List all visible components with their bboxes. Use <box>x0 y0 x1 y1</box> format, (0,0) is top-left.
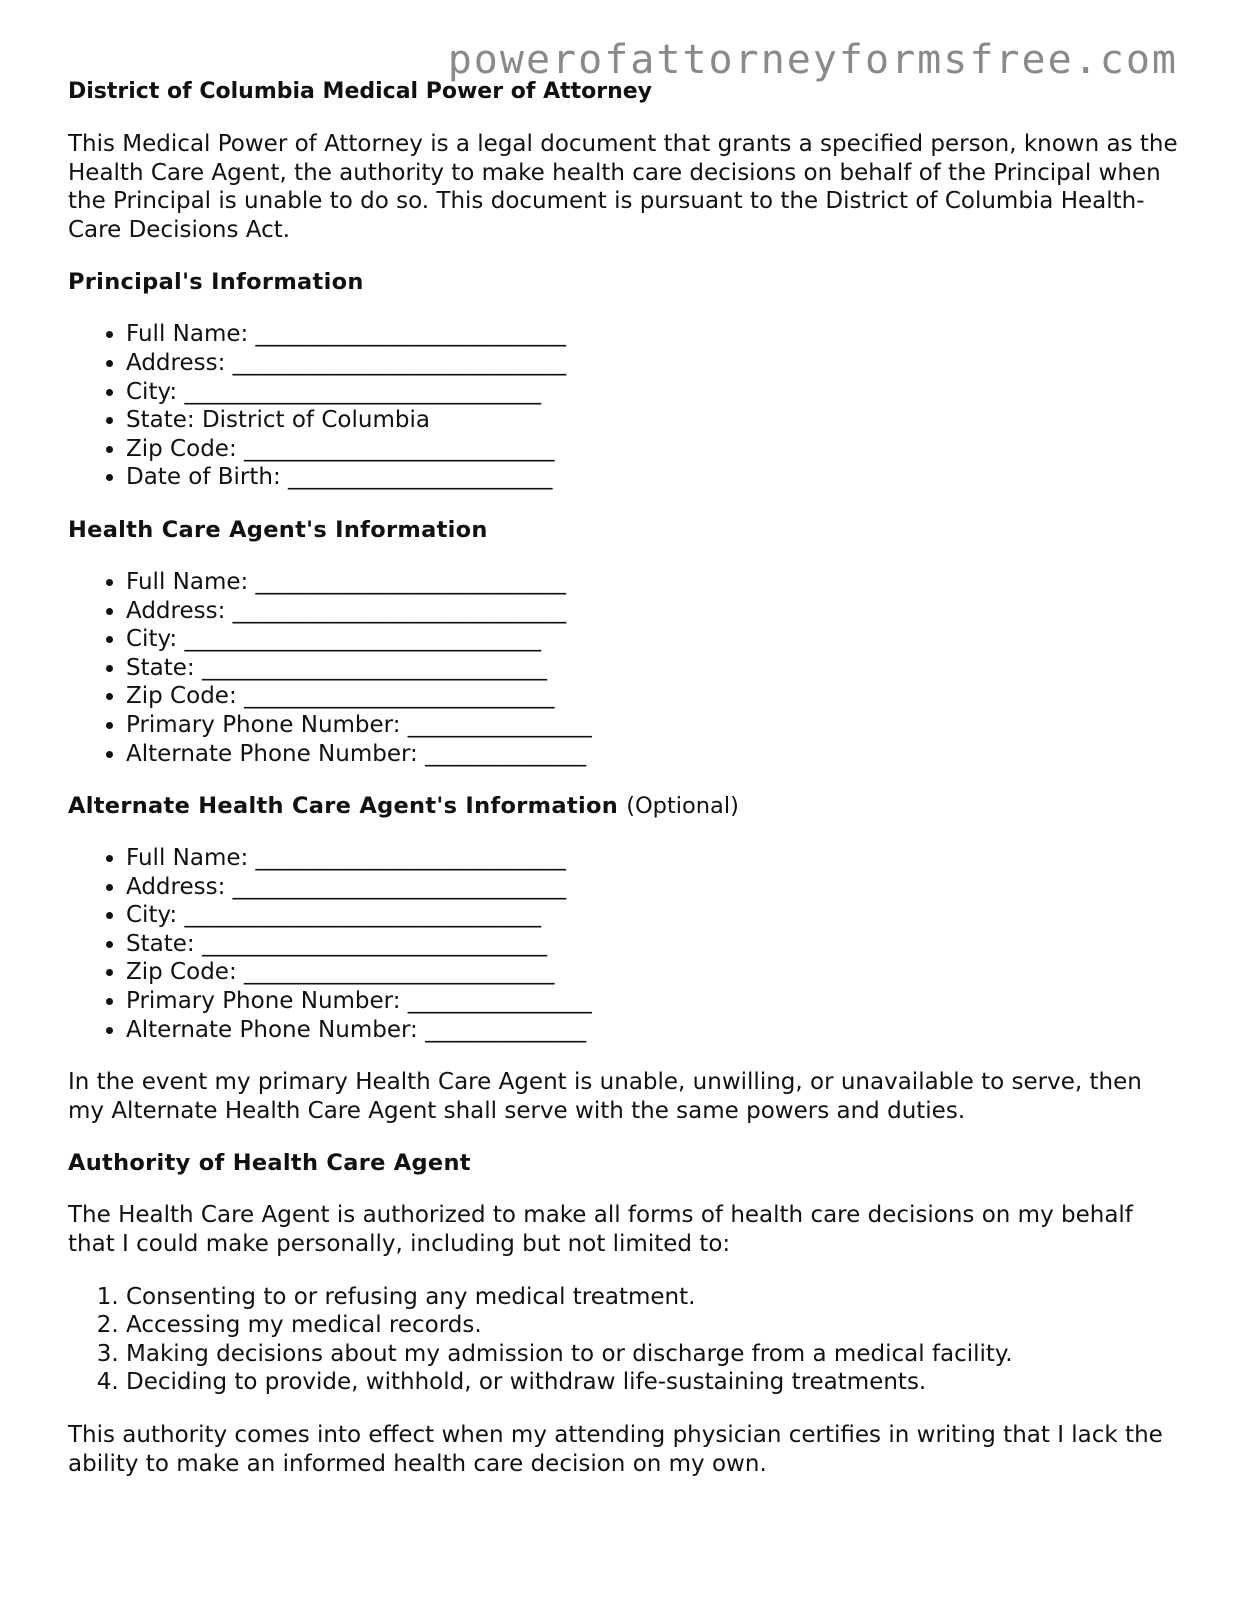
agent-address-field: • Address: _____________________________ <box>126 597 1178 626</box>
principal-city-field: • City: _______________________________ <box>126 378 1178 407</box>
authority-heading: Authority of Health Care Agent <box>68 1150 471 1177</box>
intro-paragraph: This Medical Power of Attorney is a legal document that grants a specified person, known as the Health Care Agent, the authority to make health care decisions on behalf of the Principal when the Principal is unable to do so. This document is pursuant to the District of Columbia Health-Care Decisions Act. <box>68 131 1178 243</box>
agent-alternate-phone-field: • Alternate Phone Number: ______________ <box>126 740 1178 769</box>
agent-heading: Health Care Agent's Information <box>68 516 488 543</box>
principal-address-field: • Address: _____________________________ <box>126 349 1178 378</box>
principal-state-field: • State: District of Columbia <box>126 406 1178 435</box>
principal-full-name-field: • Full Name: ___________________________ <box>126 320 1178 349</box>
site-watermark: powerofattorneyformsfree.com <box>447 37 1178 83</box>
principal-heading: Principal's Information <box>68 269 364 296</box>
agent-zip-field: • Zip Code: ___________________________ <box>126 682 1178 711</box>
authority-item: 4. Deciding to provide, withhold, or withdraw life-sustaining treatments. <box>126 1368 1178 1397</box>
alt-agent-state-field: • State: ______________________________ <box>126 930 1178 959</box>
authority-list <box>68 1283 1178 1397</box>
authority-item: 2. Accessing my medical records. <box>126 1311 1178 1340</box>
authority-effect-paragraph: This authority comes into effect when my attending physician certifies in writing that I lack the ability to make an informed health care decision on my own. <box>68 1422 1163 1477</box>
alt-agent-primary-phone-field: • Primary Phone Number: ________________ <box>126 987 1178 1016</box>
alternate-agent-heading <box>68 792 1178 820</box>
principal-zip-field: • Zip Code: ___________________________ <box>126 435 1178 464</box>
authority-item: 3. Making decisions about my admission to or discharge from a medical facility. <box>126 1340 1178 1369</box>
principal-fields-list <box>68 320 1178 492</box>
agent-primary-phone-field: • Primary Phone Number: ________________ <box>126 711 1178 740</box>
agent-full-name-field: • Full Name: ___________________________ <box>126 568 1178 597</box>
alternate-clause-paragraph: In the event my primary Health Care Agent is unable, unwilling, or unavailable to serve, then my Alternate Health Care Agent shall serve with the same powers and duties. <box>68 1069 1142 1124</box>
document-page <box>68 78 1178 1502</box>
agent-fields-list <box>68 568 1178 768</box>
alt-agent-address-field: • Address: _____________________________ <box>126 873 1178 902</box>
authority-item: 1. Consenting to or refusing any medical treatment. <box>126 1283 1178 1312</box>
alt-agent-alternate-phone-field: • Alternate Phone Number: ______________ <box>126 1016 1178 1045</box>
alt-agent-zip-field: • Zip Code: ___________________________ <box>126 958 1178 987</box>
agent-city-field: • City: _______________________________ <box>126 625 1178 654</box>
document-title: District of Columbia Medical Power of Attorney <box>68 79 653 104</box>
alternate-agent-heading-text: Alternate Health Care Agent's Information <box>68 793 619 820</box>
optional-note: (Optional) <box>626 793 739 820</box>
authority-intro-paragraph: The Health Care Agent is authorized to make all forms of health care decisions on my behalf that I could make personally, including but not limited to: <box>68 1202 1133 1258</box>
principal-dob-field: • Date of Birth: _______________________ <box>126 463 1178 492</box>
alt-agent-city-field: • City: _______________________________ <box>126 901 1178 930</box>
alternate-agent-fields-list <box>68 844 1178 1044</box>
agent-state-field: • State: ______________________________ <box>126 654 1178 683</box>
alt-agent-full-name-field: • Full Name: ___________________________ <box>126 844 1178 873</box>
